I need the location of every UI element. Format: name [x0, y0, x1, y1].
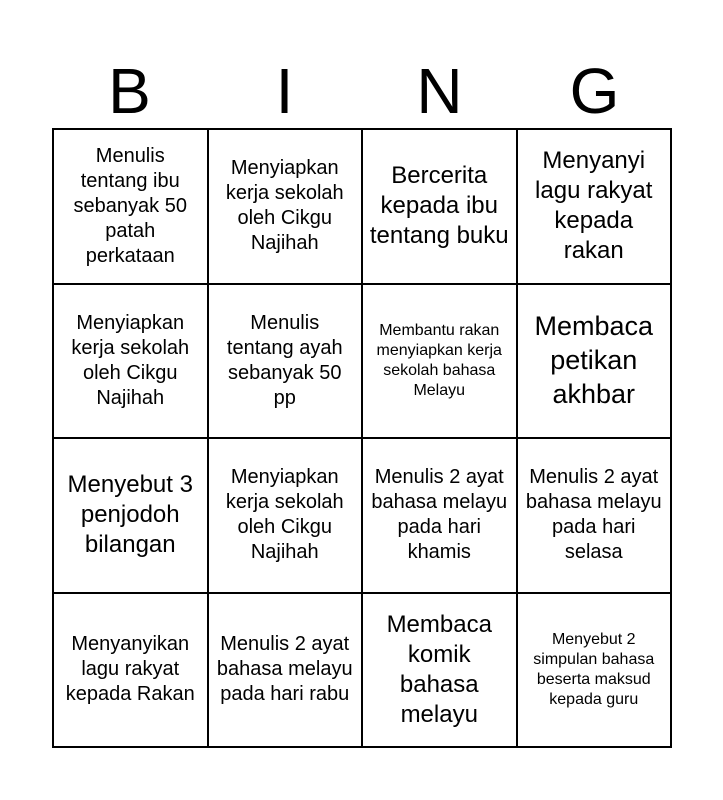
cell-text: Membaca petikan akhbar	[534, 311, 654, 409]
bingo-cell[interactable]	[362, 438, 517, 593]
bingo-cell[interactable]	[362, 129, 517, 284]
cell-text: Menyiapkan kerja sekolah oleh Cikgu Najihah	[225, 157, 344, 255]
bingo-cell[interactable]	[362, 593, 517, 748]
bingo-header	[52, 55, 672, 127]
cell-text: Menulis 2 ayat bahasa melayu pada hari rabu	[216, 633, 353, 706]
bingo-cell[interactable]	[517, 438, 672, 593]
cell-text: Menulis 2 ayat bahasa melayu pada hari khamis	[371, 466, 508, 564]
header-letter-b: B	[108, 55, 151, 127]
cell-text: Bercerita kepada ibu tentang buku	[369, 162, 509, 250]
cell-text: Menyanyi lagu rakyat kepada rakan	[535, 147, 653, 265]
cell-text: Menyebut 2 simpulan bahasa beserta maksud kepada guru	[533, 630, 655, 708]
bingo-cell[interactable]	[53, 284, 208, 439]
cell-text: Menulis 2 ayat bahasa melayu pada hari selasa	[525, 466, 662, 564]
bingo-cell[interactable]	[208, 593, 363, 748]
bingo-cell[interactable]	[517, 284, 672, 439]
bingo-cell[interactable]	[208, 438, 363, 593]
header-letter-i: I	[275, 55, 294, 127]
cell-text: Membaca komik bahasa melayu	[386, 610, 492, 728]
bingo-board	[52, 128, 672, 748]
bingo-cell[interactable]	[53, 129, 208, 284]
cell-text: Membantu rakan menyiapkan kerja sekolah bahasa Melayu	[376, 321, 502, 399]
cell-text: Menyiapkan kerja sekolah oleh Cikgu Najihah	[225, 466, 344, 564]
bingo-cell[interactable]	[53, 593, 208, 748]
bingo-cell[interactable]	[517, 593, 672, 748]
header-letter-g: G	[569, 55, 620, 127]
bingo-cell[interactable]	[53, 438, 208, 593]
cell-text: Menulis tentang ibu sebanyak 50 patah perkataan	[73, 144, 187, 267]
bingo-cell[interactable]	[362, 284, 517, 439]
bingo-cell[interactable]	[517, 129, 672, 284]
cell-text: Menyanyikan lagu rakyat kepada Rakan	[65, 633, 195, 706]
cell-text: Menyiapkan kerja sekolah oleh Cikgu Najihah	[71, 311, 190, 409]
header-letter-n: N	[416, 55, 463, 127]
bingo-cell[interactable]	[208, 129, 363, 284]
bingo-cell[interactable]	[208, 284, 363, 439]
cell-text: Menulis tentang ayah sebanyak 50 pp	[226, 311, 343, 409]
cell-text: Menyebut 3 penjodoh bilangan	[67, 471, 193, 559]
